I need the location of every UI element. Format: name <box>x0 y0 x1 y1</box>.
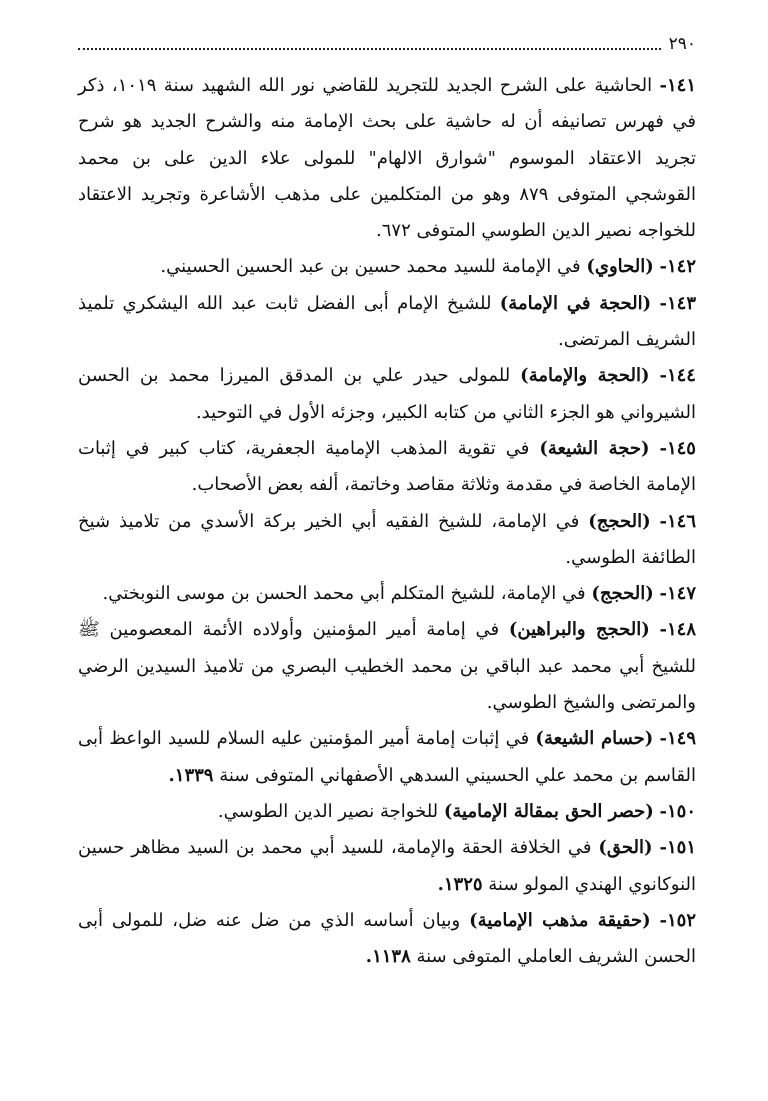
list-item <box>78 431 696 504</box>
entry-title: (الحجج) <box>588 510 651 532</box>
entry-text: في الإمامة للسيد محمد حسين بن عبد الحسين الحسيني. <box>160 256 581 278</box>
entry-number: ١٤٧- <box>659 583 696 605</box>
entry-title: (حجة الشيعة) <box>539 437 650 459</box>
list-item <box>78 721 696 794</box>
entry-number: ١٥٢- <box>659 909 697 931</box>
entry-number: ١٤٩- <box>659 728 697 750</box>
entry-year: ١٣٣٩. <box>168 764 214 786</box>
entry-number: ١٤٨- <box>659 619 696 641</box>
list-item <box>78 358 696 431</box>
entry-list <box>78 68 696 975</box>
entry-number: ١٤٣- <box>659 292 696 314</box>
entry-title: (الحق) <box>598 837 653 859</box>
entry-year: ١١٣٨. <box>365 946 411 968</box>
entry-title: (حسام الشيعة) <box>535 728 654 750</box>
entry-title: (الحجة والإمامة) <box>520 365 650 387</box>
entry-text: في إمامة أمير المؤمنين وأولاده الأئمة المعصومين ﷺ للشيخ أبي محمد عبد الباقي بن محمد الخطيب البصري من تلاميذ السيدين الرضي والمرتضى والشيخ الطوسي. <box>78 619 696 714</box>
entry-number: ١٤٥- <box>659 437 696 459</box>
entry-number: ١٤١- <box>659 75 696 96</box>
entry-text: في الإمامة، للشيخ المتكلم أبي محمد الحسن بن موسى النوبختي. <box>102 583 586 605</box>
entry-text: للشيخ الإمام أبى الفضل ثابت عبد الله اليشكري تلميذ الشريف المرتضى. <box>78 292 696 351</box>
list-item <box>78 286 696 359</box>
entry-text: في الخلافة الحقة والإمامة، للسيد أبي محمد بن السيد مظاهر حسين النوكانوي الهندي المولو سنة <box>78 837 696 895</box>
entry-number: ١٥٠- <box>659 800 696 822</box>
page-number: ٢٩٠ <box>668 34 696 54</box>
entry-title: (حقيقة مذهب الإمامية) <box>469 909 651 931</box>
list-item <box>78 903 696 976</box>
entry-text: للمولى حيدر علي بن المدقق الميرزا محمد بن الحسن الشيرواني هو الجزء الثاني من كتابه الكبير، وجزئه الأول في التوحيد. <box>78 365 696 423</box>
entry-title: (الحجج والبراهين) <box>508 619 650 641</box>
list-item <box>78 249 696 285</box>
entry-year: ١٣٢٥. <box>437 873 483 895</box>
page-header <box>78 28 696 54</box>
list-item <box>78 612 696 721</box>
entry-text: وبيان أساسه الذي من ضل عنه ضل، للمولى أبى الحسن الشريف العاملي المتوفى سنة <box>78 909 696 968</box>
entry-title: (الحاوي) <box>586 256 654 278</box>
entry-number: ١٥١- <box>659 837 696 859</box>
entry-title: (حصر الحق بمقالة الإمامية) <box>443 800 654 822</box>
entry-text: في تقوية المذهب الإمامية الجعفرية، كتاب كبير في إثبات الإمامة الخاصة في مقدمة وثلاثة مقاصد وخاتمة، ألفه بعض الأصحاب. <box>78 437 696 496</box>
page <box>78 28 696 975</box>
entry-text: في الإمامة، للشيخ الفقيه أبي الخير بركة الأسدي من تلاميذ شيخ الطائفة الطوسي. <box>78 510 696 568</box>
header-dotted-rule <box>78 48 661 50</box>
entry-text: في إثبات إمامة أمير المؤمنين عليه السلام للسيد الواعظ أبى القاسم بن محمد علي الحسيني السدهي الأصفهاني المتوفى سنة <box>78 728 696 786</box>
list-item <box>78 68 696 249</box>
entry-number: ١٤٦- <box>659 510 696 532</box>
list-item <box>78 504 696 577</box>
list-item <box>78 794 696 830</box>
entry-number: ١٤٢- <box>659 256 696 278</box>
list-item <box>78 830 696 903</box>
entry-text: الحاشية على الشرح الجديد للتجريد للقاضي نور الله الشهيد سنة ١٠١٩، ذكر في فهرس تصانيفه أن له حاشية على بحث الإمامة منه والشرح الجديد هو شرح تجريد الاعتقاد الموسوم "شوارق الالهام" للمولى علاء الدين على بن محمد القوشجي المتوفى ٨٧٩ وهو من المتكلمين على مذهب الأشاعرة وتجريد الاعتقاد للخواجه نصير الدين الطوسي المتوفى ٦٧٢. <box>78 75 696 242</box>
entry-title: (الحجة في الإمامة) <box>499 292 652 314</box>
entry-number: ١٤٤- <box>659 365 696 387</box>
entry-title: (الحجج) <box>591 583 654 605</box>
list-item <box>78 576 696 612</box>
entry-text: للخواجة نصير الدين الطوسي. <box>217 800 439 822</box>
